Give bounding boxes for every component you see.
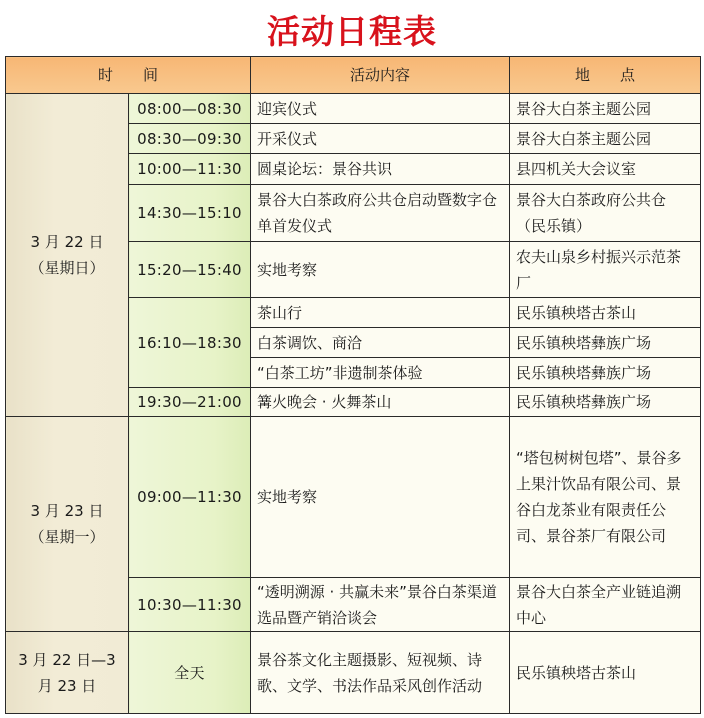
date-label: 3 月 23 日 bbox=[30, 502, 104, 520]
location-cell: 民乐镇秧塔彝族广场 bbox=[510, 388, 701, 417]
location-cell: 民乐镇秧塔古茶山 bbox=[510, 632, 701, 714]
activity-cell: 篝火晚会 · 火舞茶山 bbox=[251, 388, 510, 417]
time-cell: 19:30—21:00 bbox=[129, 388, 251, 417]
location-cell: 景谷大白茶全产业链追溯中心 bbox=[510, 578, 701, 632]
activity-cell: “透明溯源 · 共赢未来”景谷白茶渠道选品暨产销洽谈会 bbox=[251, 578, 510, 632]
activity-cell: “白茶工坊”非遗制茶体验 bbox=[251, 358, 510, 388]
table-row bbox=[6, 94, 701, 124]
time-cell: 15:20—15:40 bbox=[129, 242, 251, 298]
date-cell bbox=[6, 94, 129, 417]
schedule-table bbox=[5, 56, 701, 714]
activity-cell: 景谷大白茶政府公共仓启动暨数字仓单首发仪式 bbox=[251, 185, 510, 242]
activity-cell: 茶山行 bbox=[251, 298, 510, 328]
weekday-label: （星期一） bbox=[29, 528, 105, 546]
table-row bbox=[6, 417, 701, 578]
date-label: 3 月 22 日 bbox=[30, 233, 104, 251]
location-cell: 景谷大白茶主题公园 bbox=[510, 124, 701, 154]
date-cell bbox=[6, 417, 129, 632]
activity-cell: 开采仪式 bbox=[251, 124, 510, 154]
header-time: 时 间 bbox=[6, 57, 251, 94]
location-cell: 民乐镇秧塔彝族广场 bbox=[510, 358, 701, 388]
header-activity: 活动内容 bbox=[251, 57, 510, 94]
location-cell: 景谷大白茶政府公共仓（民乐镇） bbox=[510, 185, 701, 242]
time-cell: 10:00—11:30 bbox=[129, 154, 251, 185]
activity-cell: 白茶调饮、商洽 bbox=[251, 328, 510, 358]
time-cell: 10:30—11:30 bbox=[129, 578, 251, 632]
activity-cell: 实地考察 bbox=[251, 242, 510, 298]
table-row bbox=[6, 632, 701, 714]
date-cell: 3 月 22 日—3 月 23 日 bbox=[6, 632, 129, 714]
time-cell: 16:10—18:30 bbox=[129, 298, 251, 388]
time-cell: 09:00—11:30 bbox=[129, 417, 251, 578]
activity-cell: 景谷茶文化主题摄影、短视频、诗歌、文学、书法作品采风创作活动 bbox=[251, 632, 510, 714]
activity-cell: 圆桌论坛：景谷共识 bbox=[251, 154, 510, 185]
location-cell: “塔包树树包塔”、景谷多上果汁饮品有限公司、景谷白龙茶业有限责任公司、景谷茶厂有限公司 bbox=[510, 417, 701, 578]
page-title: 活动日程表 bbox=[267, 12, 437, 51]
table-header-row bbox=[6, 57, 701, 94]
location-cell: 农夫山泉乡村振兴示范茶厂 bbox=[510, 242, 701, 298]
time-cell: 全天 bbox=[129, 632, 251, 714]
header-location: 地 点 bbox=[510, 57, 701, 94]
activity-cell: 实地考察 bbox=[251, 417, 510, 578]
location-cell: 民乐镇秧塔古茶山 bbox=[510, 298, 701, 328]
activity-cell: 迎宾仪式 bbox=[251, 94, 510, 124]
location-cell: 景谷大白茶主题公园 bbox=[510, 94, 701, 124]
time-cell: 14:30—15:10 bbox=[129, 185, 251, 242]
location-cell: 民乐镇秧塔彝族广场 bbox=[510, 328, 701, 358]
location-cell: 县四机关大会议室 bbox=[510, 154, 701, 185]
time-cell: 08:00—08:30 bbox=[129, 94, 251, 124]
time-cell: 08:30—09:30 bbox=[129, 124, 251, 154]
weekday-label: （星期日） bbox=[29, 259, 105, 277]
